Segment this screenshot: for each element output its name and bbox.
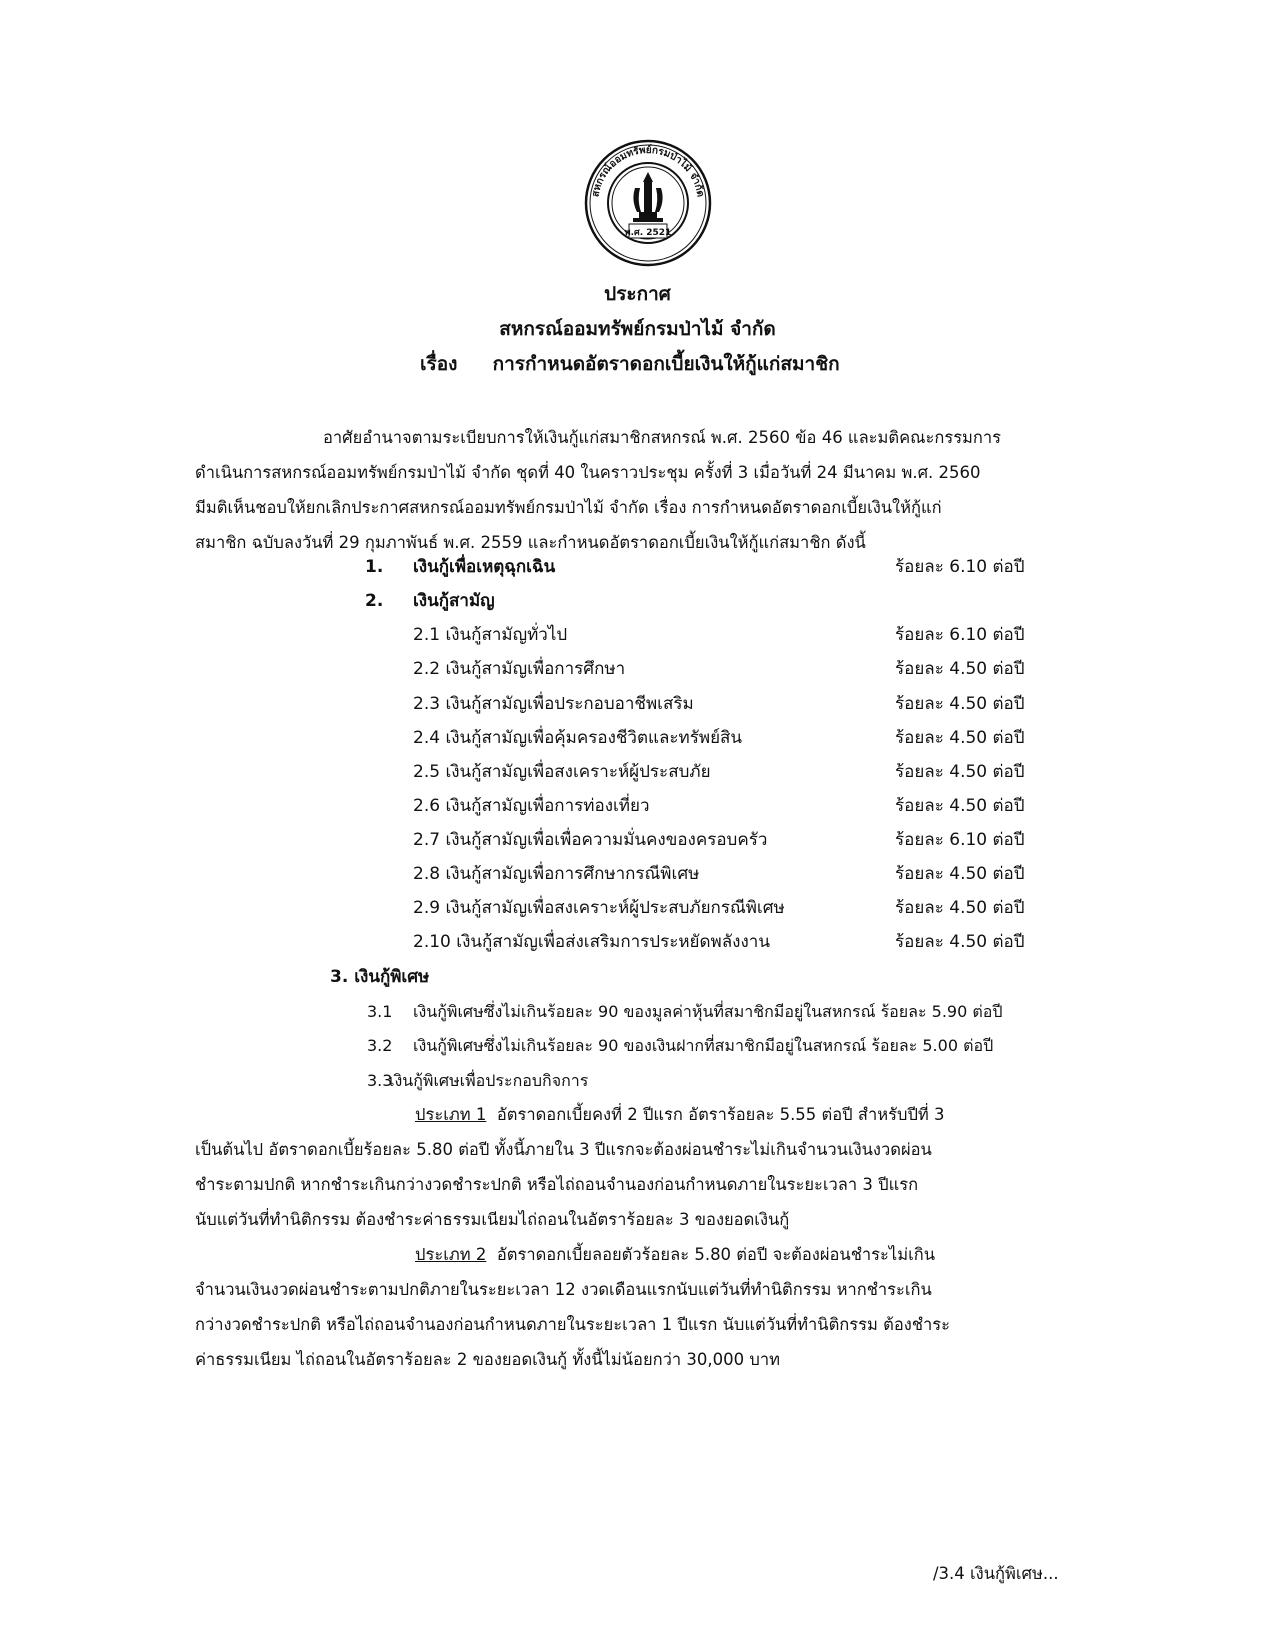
subject-line: [420, 352, 840, 376]
sub-loan-item: 2.4 เงินกู้สามัญเพื่อคุ้มครองชีวิตและทรัพย์สิน: [413, 728, 743, 748]
organization-name: สหกรณ์ออมทรัพย์กรมป่าไม้ จำกัด: [499, 318, 776, 340]
item-label: เงินกู้เพื่อเหตุฉุกเฉิน: [413, 557, 556, 577]
loan-item-ordinary: [365, 589, 495, 613]
announcement-heading: ประกาศ: [604, 283, 671, 305]
rate-value: ร้อยละ 4.50 ต่อปี: [895, 932, 1025, 952]
rate-value: ร้อยละ 6.10 ต่อปี: [895, 830, 1025, 850]
item-number: 2.: [365, 591, 384, 611]
loan-item-special: 3. เงินกู้พิเศษ: [330, 967, 430, 987]
type1-label: ประเภท 1: [415, 1105, 487, 1124]
type1-line: อัตราดอกเบี้ยคงที่ 2 ปีแรก อัตราร้อยละ 5.55 ต่อปี สำหรับปีที่ 3: [496, 1105, 945, 1124]
subject-text: การกำหนดอัตราดอกเบี้ยเงินให้กู้แก่สมาชิก: [492, 353, 840, 375]
item-number: 3.2: [367, 1036, 393, 1055]
type2-paragraph: [195, 1237, 1075, 1377]
rate-value: ร้อยละ 4.50 ต่อปี: [895, 694, 1025, 714]
type2-line: กว่างวดชำระปกติ หรือไถ่ถอนจำนองก่อนกำหนดภายในระยะเวลา 1 ปีแรก นับแต่วันที่ทำนิติกรรม ต้องชำระ: [195, 1315, 951, 1334]
special-loan-item: [367, 1069, 588, 1093]
type2-line: จำนวนเงินงวดผ่อนชำระตามปกติภายในระยะเวลา 12 งวดเดือนแรกนับแต่วันที่ทำนิติกรรม หากชำระเกิน: [195, 1280, 932, 1299]
item-number: 3.1: [367, 1002, 393, 1021]
loan-item-emergency: [365, 555, 555, 579]
seal-ring-text: สหกรณ์ออมทรัพย์กรมป่าไม้ จำกัด: [590, 144, 706, 198]
intro-paragraph: [195, 420, 1075, 560]
sub-loan-item: 2.5 เงินกู้สามัญเพื่อสงเคราะห์ผู้ประสบภัย: [413, 762, 711, 782]
subject-label: เรื่อง: [420, 353, 458, 375]
rate-value: ร้อยละ 4.50 ต่อปี: [895, 864, 1025, 884]
type1-line: เป็นต้นไป อัตราดอกเบี้ยร้อยละ 5.80 ต่อปี ทั้งนี้ภายใน 3 ปีแรกจะต้องผ่อนชำระไม่เกินจำนวนเงินงวดผ่อน: [195, 1140, 932, 1159]
rate-value: ร้อยละ 6.10 ต่อปี: [895, 557, 1025, 577]
rate-value: ร้อยละ 6.10 ต่อปี: [895, 625, 1025, 645]
seal-year: พ.ศ. 2521: [624, 228, 672, 238]
type2-line: อัตราดอกเบี้ยลอยตัวร้อยละ 5.80 ต่อปี จะต้องผ่อนชำระไม่เกิน: [496, 1245, 935, 1264]
sub-loan-item: 2.2 เงินกู้สามัญเพื่อการศึกษา: [413, 659, 626, 679]
cooperative-seal-logo: [583, 138, 713, 268]
type1-line: นับแต่วันที่ทำนิติกรรม ต้องชำระค่าธรรมเนียมไถ่ถอนในอัตราร้อยละ 3 ของยอดเงินกู้: [195, 1210, 790, 1229]
intro-line: สมาชิก ฉบับลงวันที่ 29 กุมภาพันธ์ พ.ศ. 2559 และกำหนดอัตราดอกเบี้ยเงินให้กู้แก่สมาชิก ดังนี้: [195, 533, 866, 552]
rate-value: ร้อยละ 4.50 ต่อปี: [895, 762, 1025, 782]
sub-loan-item: 2.9 เงินกู้สามัญเพื่อสงเคราะห์ผู้ประสบภัยกรณีพิเศษ: [413, 898, 785, 918]
type1-paragraph: [195, 1097, 1075, 1237]
sub-loan-item: 2.6 เงินกู้สามัญเพื่อการท่องเที่ยว: [413, 796, 650, 816]
item-number: 1.: [365, 557, 384, 577]
special-loan-item: [367, 1000, 1003, 1024]
item-label: เงินกู้สามัญ: [413, 591, 495, 611]
sub-loan-item: 2.10 เงินกู้สามัญเพื่อส่งเสริมการประหยัดพลังงาน: [413, 932, 770, 952]
item-number: 3.3: [367, 1071, 393, 1090]
sub-loan-item: 2.8 เงินกู้สามัญเพื่อการศึกษากรณีพิเศษ: [413, 864, 700, 884]
rate-value: ร้อยละ 4.50 ต่อปี: [895, 898, 1025, 918]
intro-line: มีมติเห็นชอบให้ยกเลิกประกาศสหกรณ์ออมทรัพย์กรมป่าไม้ จำกัด เรื่อง การกำหนดอัตราดอกเบี้ยเงินให้กู้แก่: [195, 498, 942, 517]
rate-value: ร้อยละ 4.50 ต่อปี: [895, 728, 1025, 748]
intro-line: อาศัยอำนาจตามระเบียบการให้เงินกู้แก่สมาชิกสหกรณ์ พ.ศ. 2560 ข้อ 46 และมติคณะกรรมการ: [323, 428, 1002, 447]
sub-loan-item: 2.1 เงินกู้สามัญทั่วไป: [413, 625, 568, 645]
intro-line: ดำเนินการสหกรณ์ออมทรัพย์กรมป่าไม้ จำกัด ชุดที่ 40 ในคราวประชุม ครั้งที่ 3 เมื่อวันที่ 24 มีนาคม พ.ศ. 2560: [195, 463, 981, 482]
item-text: เงินกู้พิเศษเพื่อประกอบกิจการ: [389, 1071, 589, 1090]
sub-loan-item: 2.3 เงินกู้สามัญเพื่อประกอบอาชีพเสริม: [413, 694, 694, 714]
type1-line: ชำระตามปกติ หากชำระเกินกว่างวดชำระปกติ หรือไถ่ถอนจำนองก่อนกำหนดภายในระยะเวลา 3 ปีแรก: [195, 1175, 919, 1194]
sub-loan-item: 2.7 เงินกู้สามัญเพื่อเพื่อความมั่นคงของครอบครัว: [413, 830, 768, 850]
type2-line: ค่าธรรมเนียม ไถ่ถอนในอัตราร้อยละ 2 ของยอดเงินกู้ ทั้งนี้ไม่น้อยกว่า 30,000 บาท: [195, 1350, 780, 1369]
rate-value: ร้อยละ 4.50 ต่อปี: [895, 796, 1025, 816]
item-text: เงินกู้พิเศษซึ่งไม่เกินร้อยละ 90 ของเงินฝากที่สมาชิกมีอยู่ในสหกรณ์ ร้อยละ 5.00 ต่อปี: [413, 1036, 994, 1055]
rate-value: ร้อยละ 4.50 ต่อปี: [895, 659, 1025, 679]
type2-label: ประเภท 2: [415, 1245, 487, 1264]
item-text: เงินกู้พิเศษซึ่งไม่เกินร้อยละ 90 ของมูลค่าหุ้นที่สมาชิกมีอยู่ในสหกรณ์ ร้อยละ 5.90 ต่อปี: [413, 1002, 1003, 1021]
continued-footer: /3.4 เงินกู้พิเศษ...: [933, 1564, 1059, 1583]
special-loan-item: [367, 1034, 993, 1058]
